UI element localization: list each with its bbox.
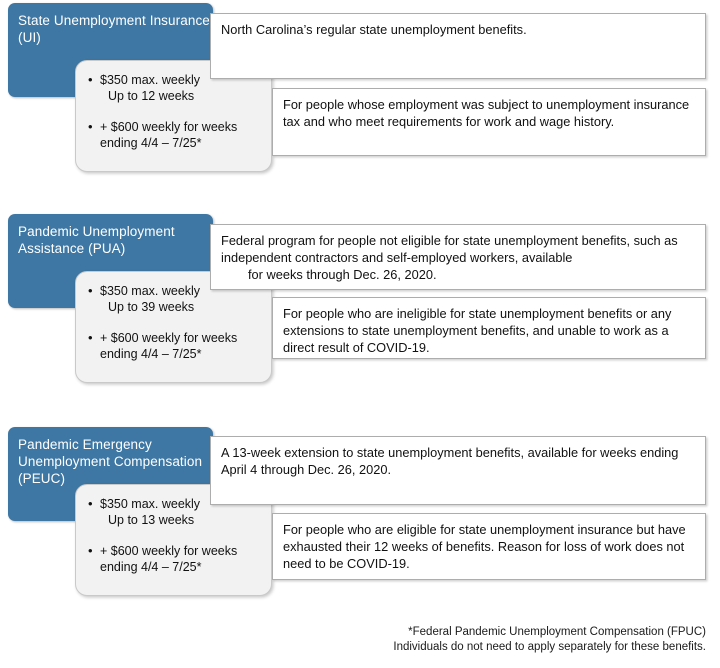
- description-text: North Carolina’s regular state unemployment benefits.: [221, 22, 527, 37]
- benefit-list-pua: [86, 284, 263, 362]
- benefit-line-1: • + $600 weekly for weeks: [100, 331, 238, 345]
- program-eligibility-pua: [272, 297, 706, 359]
- description-text: A 13-week extension to state unemployment benefits, available for weeks ending April 4 through Dec. 26, 2020.: [221, 445, 679, 477]
- footnote-line-1: *Federal Pandemic Unemployment Compensation (FPUC): [408, 626, 706, 638]
- benefit-item: [86, 544, 263, 575]
- description-text: Federal program for people not eligible for state unemployment benefits, such as independent contractors and self-employed workers, available: [221, 233, 678, 265]
- program-description-pua: [210, 224, 706, 290]
- program-description-ui: [210, 13, 706, 79]
- benefit-line-1: • $350 max. weekly: [100, 284, 201, 298]
- description-text-continued: for weeks through Dec. 26, 2020.: [248, 267, 437, 282]
- footnote-line-2: Individuals do not need to apply separately for these benefits.: [393, 641, 706, 653]
- program-eligibility-ui: [272, 88, 706, 156]
- benefit-item: [86, 120, 263, 151]
- benefit-line-1: • + $600 weekly for weeks: [100, 120, 238, 134]
- benefit-line-1: • $350 max. weekly: [100, 73, 201, 87]
- benefit-line-2: Up to 39 weeks: [108, 299, 195, 314]
- benefit-line-1: • + $600 weekly for weeks: [100, 544, 238, 558]
- benefit-line-2: Up to 12 weeks: [108, 88, 195, 103]
- benefit-line-2: ending 4/4 – 7/25*: [100, 135, 202, 150]
- program-section-peuc: [0, 424, 720, 624]
- program-section-ui: [0, 0, 720, 200]
- benefit-item: [86, 331, 263, 362]
- benefit-list-ui: [86, 73, 263, 151]
- program-description-peuc: [210, 436, 706, 505]
- benefit-line-2: ending 4/4 – 7/25*: [100, 559, 202, 574]
- program-title-ui: State Unemployment Insurance (UI): [8, 3, 213, 97]
- benefit-line-2: Up to 13 weeks: [108, 512, 195, 527]
- program-eligibility-peuc: [272, 513, 706, 580]
- eligibility-text: For people who are ineligible for state unemployment benefits or any extensions to state unemployment benefits, and unable to work as a direct result of COVID-19.: [283, 306, 672, 355]
- eligibility-text: For people who are eligible for state unemployment insurance but have exhausted their 12 weeks of benefits. Reason for loss of work does not need to be COVID-19.: [283, 522, 686, 571]
- benefit-line-2: ending 4/4 – 7/25*: [100, 346, 202, 361]
- program-section-pua: [0, 211, 720, 411]
- benefit-list-peuc: [86, 497, 263, 575]
- program-title-pua: Pandemic Unemployment Assistance (PUA): [8, 214, 213, 308]
- footnote: [393, 625, 706, 655]
- eligibility-text: For people whose employment was subject to unemployment insurance tax and who meet requirements for work and wage history.: [283, 97, 690, 129]
- program-title-peuc: Pandemic Emergency Unemployment Compensation (PEUC): [8, 427, 213, 521]
- benefit-line-1: • $350 max. weekly: [100, 497, 201, 511]
